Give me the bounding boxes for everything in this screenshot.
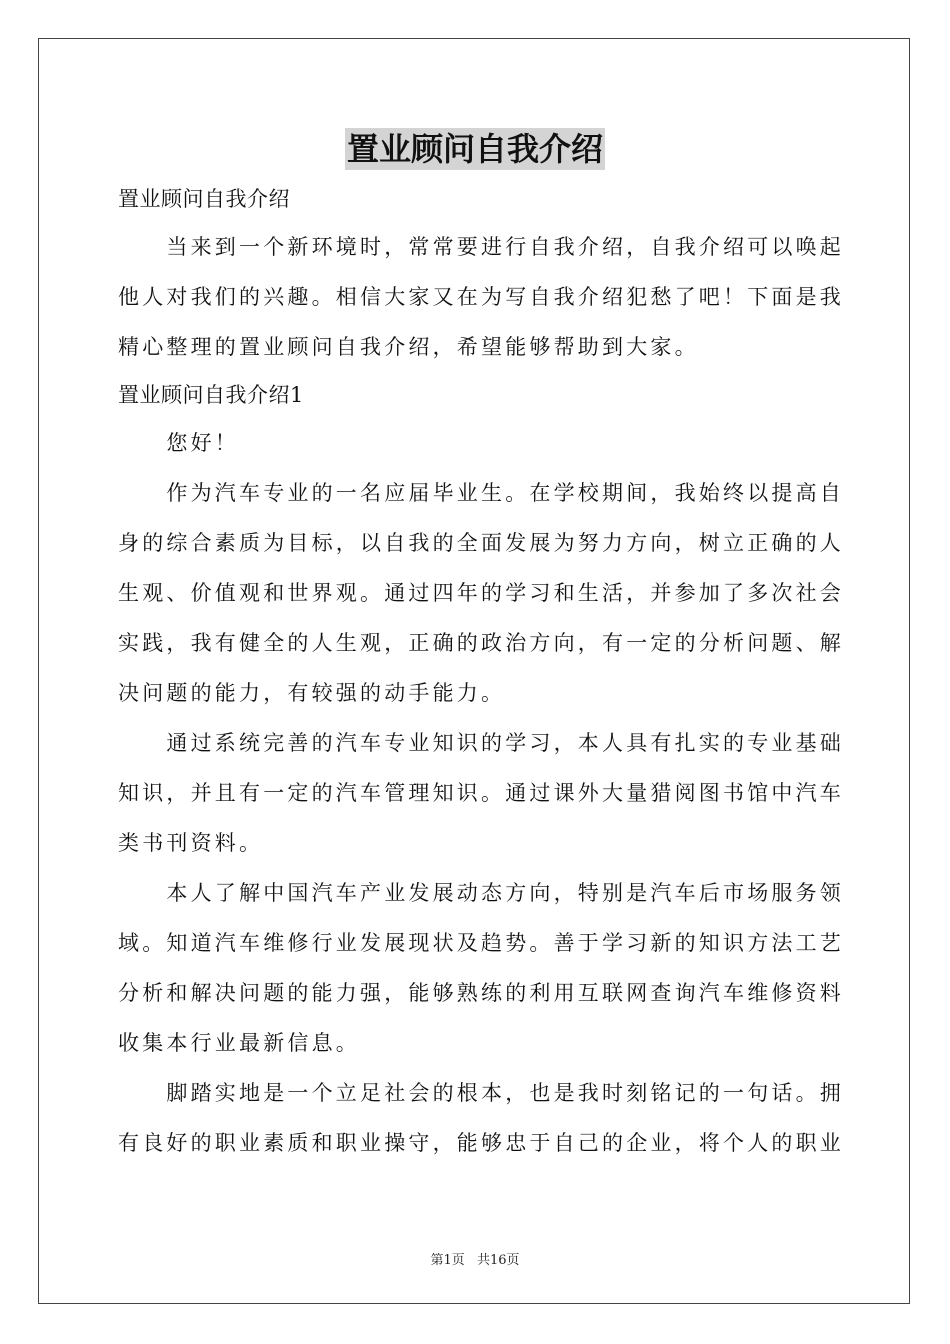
paragraph-line: 当来到一个新环境时，常常要进行自我介绍，自我介绍可以唤起	[118, 235, 844, 259]
paragraph-line: 本人了解中国汽车产业发展动态方向，特别是汽车后市场服务领	[118, 881, 844, 905]
paragraph-line: 精心整理的置业顾问自我介绍，希望能够帮助到大家。	[118, 335, 699, 359]
paragraph-line: 分析和解决问题的能力强，能够熟练的利用互联网查询汽车维修资料	[118, 981, 844, 1005]
document-subtitle: 置业顾问自我介绍	[118, 187, 290, 211]
body-paragraph	[118, 468, 844, 718]
paragraph-line: 决问题的能力，有较强的动手能力。	[118, 681, 506, 705]
paragraph-line: 他人对我们的兴趣。相信大家又在为写自我介绍犯愁了吧！下面是我	[118, 285, 844, 309]
document-title: 置业顾问自我介绍	[346, 130, 603, 168]
greeting-line: 您好！	[118, 431, 239, 455]
body-paragraph	[118, 868, 844, 1068]
paragraph-line: 知识，并且有一定的汽车管理知识。通过课外大量猎阅图书馆中汽车	[118, 781, 844, 805]
paragraph-line: 实践，我有健全的人生观，正确的政治方向，有一定的分析问题、解	[118, 631, 844, 655]
intro-paragraph	[118, 222, 844, 372]
paragraph-line: 身的综合素质为目标，以自我的全面发展为努力方向，树立正确的人	[118, 531, 844, 555]
paragraph-line: 通过系统完善的汽车专业知识的学习，本人具有扎实的专业基础	[118, 731, 844, 755]
paragraph-line: 域。知道汽车维修行业发展现状及趋势。善于学习新的知识方法工艺	[118, 931, 844, 955]
page-footer	[0, 1249, 950, 1268]
paragraph-line: 有良好的职业素质和职业操守，能够忠于自己的企业，将个人的职业	[118, 1131, 844, 1155]
page-number: 第1页	[430, 1253, 465, 1268]
paragraph-line: 脚踏实地是一个立足社会的根本，也是我时刻铭记的一句话。拥	[118, 1081, 844, 1105]
body-paragraph	[118, 1068, 844, 1168]
page-total: 共16页	[476, 1253, 520, 1268]
document-body	[118, 176, 844, 1168]
paragraph-line: 收集本行业最新信息。	[118, 1031, 360, 1055]
section-heading: 置业顾问自我介绍1	[118, 383, 304, 407]
paragraph-line: 生观、价值观和世界观。通过四年的学习和生活，并参加了多次社会	[118, 581, 844, 605]
body-paragraph	[118, 718, 844, 868]
paragraph-line: 类书刊资料。	[118, 831, 264, 855]
paragraph-line: 作为汽车专业的一名应届毕业生。在学校期间，我始终以提高自	[118, 481, 844, 505]
title-container	[0, 128, 950, 170]
